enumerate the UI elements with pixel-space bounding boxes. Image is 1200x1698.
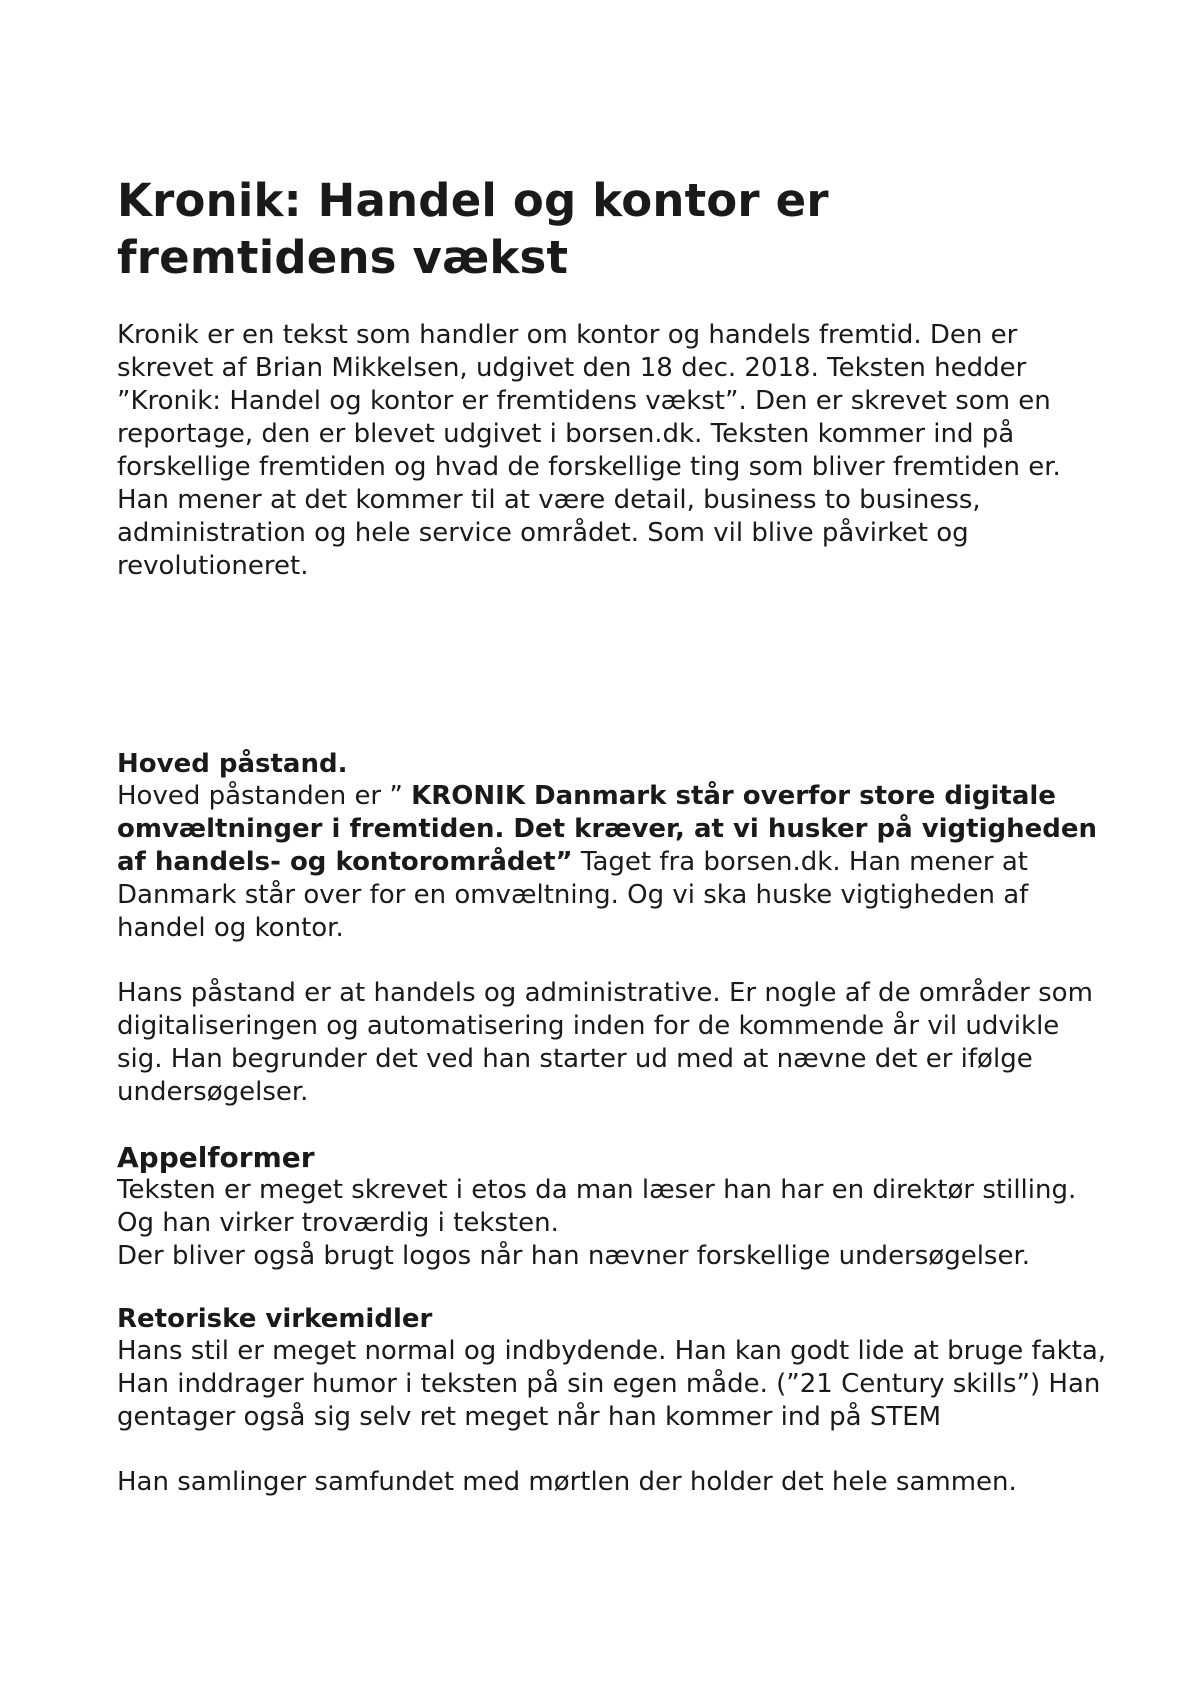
section-heading-retorik: Retoriske virkemidler: [117, 1304, 433, 1334]
hoved-tail-text: Taget fra borsen.dk. Han mener at Danmark står over for en omvæltning. Og vi ska huske vigtigheden af handel og kontor.: [117, 847, 1029, 943]
hoved-quote-text: KRONIK Danmark står overfor store digitale omvæltninger i fremtiden. Det kræver, at vi husker på vigtigheden af handels- og kontorområdet”: [117, 781, 1098, 877]
hoved-lead-text: Hoved påstanden er ”: [117, 781, 412, 811]
section-retoriske-virkemidler: [117, 1303, 1107, 1499]
section-heading-hoved: Hoved påstand.: [117, 749, 348, 779]
section-heading-appel: Appelformer: [117, 1141, 315, 1174]
retorik-paragraph-1: Hans stil er meget normal og indbydende. Han kan godt lide at bruge fakta, Han inddrager humor i teksten på sin egen måde. (”21 Century skills”) Han gentager også sig selv ret meget når han kommer ind på STEM: [117, 1336, 1107, 1432]
section-hoved-pastand: [117, 748, 1107, 1109]
appel-paragraph-2: Der bliver også brugt logos når han nævner forskellige undersøgelser.: [117, 1241, 1031, 1271]
document-title: Kronik: Handel og kontor er fremtidens vækst: [117, 174, 829, 284]
section-appelformer: [117, 1141, 1107, 1273]
intro-paragraph: Kronik er en tekst som handler om kontor og handels fremtid. Den er skrevet af Brian Mikkelsen, udgivet den 18 dec. 2018. Teksten hedder ”Kronik: Handel og kontor er fremtidens vækst”. Den er skrevet som en reportage, den er blevet udgivet i borsen.dk. Teksten kommer ind på forskellige fremtiden og hvad de forskellige ting som bliver fremtiden er. Han mener at det kommer til at være detail, business to business, administration og hele service området. Som vil blive påvirket og revolutioneret.: [117, 320, 1061, 581]
section-spacer: [117, 583, 1107, 748]
hoved-paragraph-2: Hans påstand er at handels og administrative. Er nogle af de områder som digitaliseringen og automatisering inden for de kommende år vil udvikle sig. Han begrunder det ved han starter ud med at nævne det er ifølge undersøgelser.: [117, 978, 1093, 1107]
appel-paragraph-1: Teksten er meget skrevet i etos da man læser han har en direktør stilling. Og han virker troværdig i teksten.: [117, 1175, 1077, 1238]
retorik-paragraph-2: Han samlinger samfundet med mørtlen der holder det hele sammen.: [117, 1467, 1017, 1497]
document-page: [117, 172, 1107, 1499]
hoved-paragraph-1: [117, 780, 1107, 945]
